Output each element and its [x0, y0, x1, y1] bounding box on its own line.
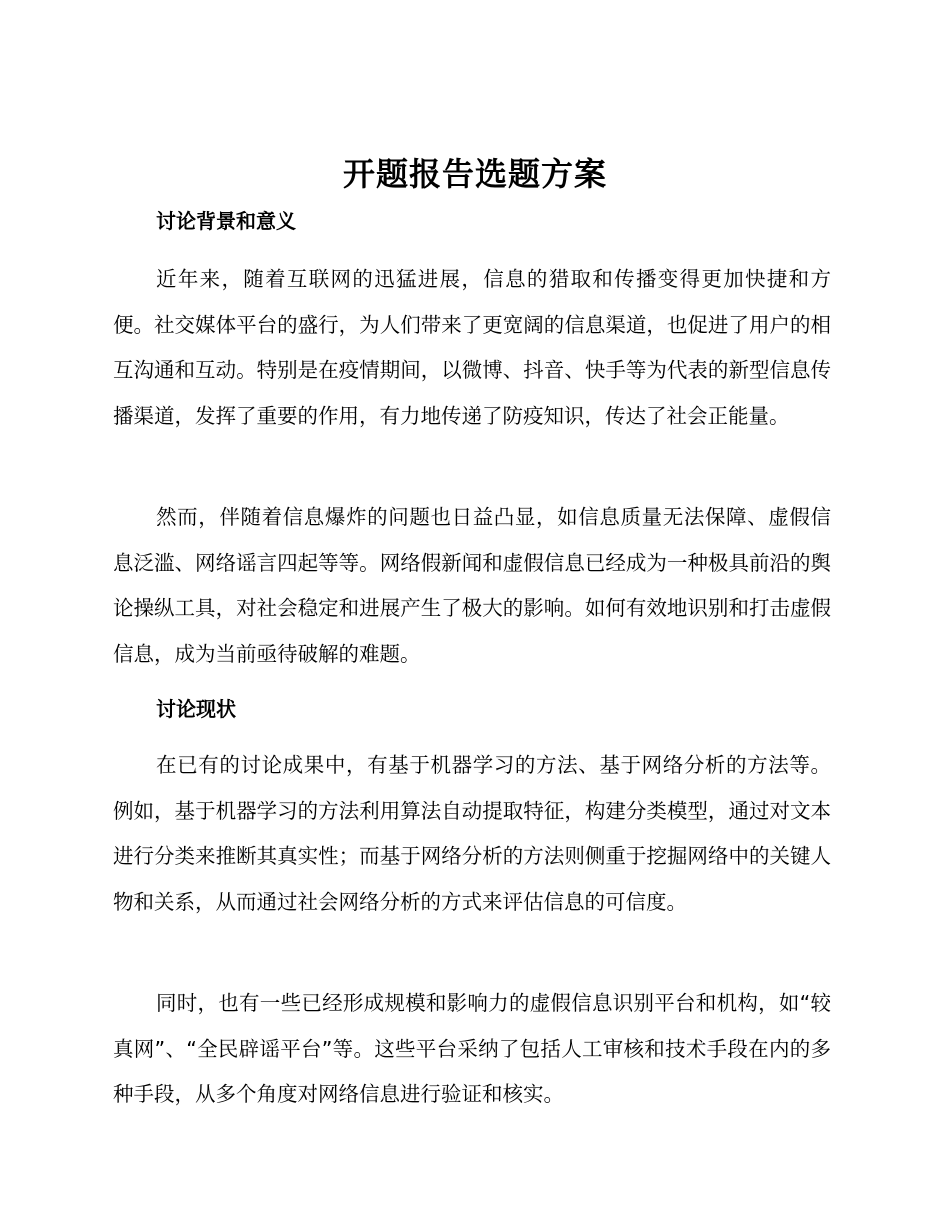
section-heading-background: 讨论背景和意义 — [156, 209, 296, 233]
paragraph-background-2: 然而，伴随着信息爆炸的问题也日益凸显，如信息质量无法保障、虚假信息泛滥、网络谣言四起等等。网络假新闻和虚假信息已经成为一种极具前沿的舆论操纵工具，对社会稳定和进展产生了极大的影响。如何有效地识别和打击虚假信息，成为当前亟待破解的难题。 — [113, 505, 831, 666]
paragraph-status-1: 在已有的讨论成果中，有基于机器学习的方法、基于网络分析的方法等。例如，基于机器学习的方法利用算法自动提取特征，构建分类模型，通过对文本进行分类来推断其真实性；而基于网络分析的方法则侧重于挖掘网络中的关键人物和关系，从而通过社会网络分析的方式来评估信息的可信度。 — [113, 753, 831, 914]
paragraph-status-2: 同时，也有一些已经形成规模和影响力的虚假信息识别平台和机构，如“较真网”、“全民辟谣平台”等。这些平台采纳了包括人工审核和技术手段在内的多种手段，从多个角度对网络信息进行验证和核实。 — [113, 991, 831, 1106]
paragraph-background-1: 近年来，随着互联网的迅猛进展，信息的猎取和传播变得更加快捷和方便。社交媒体平台的盛行，为人们带来了更宽阔的信息渠道，也促进了用户的相互沟通和互动。特别是在疫情期间，以微博、抖音、快手等为代表的新型信息传播渠道，发挥了重要的作用，有力地传递了防疫知识，传达了社会正能量。 — [113, 267, 831, 428]
document-title: 开题报告选题方案 — [342, 155, 607, 193]
section-heading-status: 讨论现状 — [156, 697, 236, 721]
